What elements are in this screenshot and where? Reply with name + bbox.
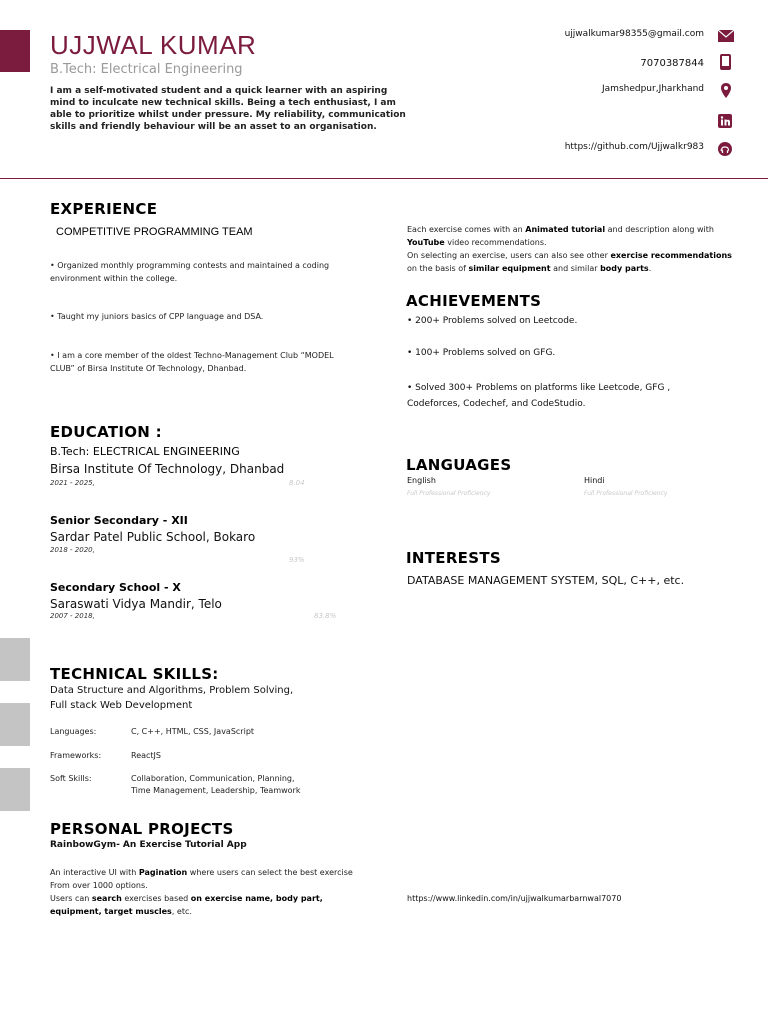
education-school: Sardar Patel Public School, Bokaro — [50, 530, 256, 544]
skills-value: Time Management, Leadership, Teamwork — [131, 786, 301, 795]
side-tab — [0, 703, 30, 746]
languages-heading: LANGUAGES — [406, 456, 512, 474]
contact-email[interactable]: ujjwalkumar98355@gmail.com — [564, 29, 704, 39]
skills-label: Frameworks: — [50, 751, 102, 760]
candidate-name: UJJWAL KUMAR — [50, 30, 257, 60]
education-years: 2018 - 2020, — [50, 546, 95, 554]
project-description-continued: Each exercise comes with an Animated tutorial and description along with YouTube video recommendations. On selecting an exercise, users can also see other exercise recommendations on the basis of similar equipment and similar body parts. — [407, 225, 732, 273]
achievement-item: • Solved 300+ Problems on platforms like Leetcode, GFG , Codeforces, Codechef, and CodeStudio. — [407, 383, 671, 409]
achievement-item: • 200+ Problems solved on Leetcode. — [407, 316, 578, 326]
header-divider — [0, 178, 768, 179]
language-level: Full Professional Proficiency — [584, 490, 668, 497]
skills-value: C, C++, HTML, CSS, JavaScript — [131, 727, 255, 736]
linkedin-url[interactable]: https://www.linkedin.com/in/ujjwalkumarbarnwal7070 — [407, 894, 622, 903]
achievement-item: • 100+ Problems solved on GFG. — [407, 348, 556, 358]
achievements-heading: ACHIEVEMENTS — [406, 292, 542, 310]
accent-block — [0, 30, 30, 72]
education-score: 93% — [289, 556, 305, 564]
interests-text: DATABASE MANAGEMENT SYSTEM, SQL, C++, etc. — [407, 574, 685, 587]
skills-label: Languages: — [50, 727, 97, 736]
language-name: Hindi — [584, 476, 605, 485]
contact-phone[interactable]: 7070387844 — [640, 58, 704, 69]
side-tab — [0, 768, 30, 811]
github-icon[interactable] — [718, 141, 734, 157]
location-pin-icon — [721, 83, 737, 99]
skills-summary: Full stack Web Development — [50, 700, 193, 711]
education-score: 83.8% — [314, 612, 337, 620]
education-heading: EDUCATION : — [50, 423, 162, 441]
interests-heading: INTERESTS — [406, 549, 501, 567]
education-years: 2007 - 2018, — [50, 612, 95, 620]
education-degree: Secondary School - X — [50, 581, 181, 594]
education-score: 8.04 — [289, 479, 305, 487]
phone-icon — [720, 54, 736, 70]
experience-bullet: • Taught my juniors basics of CPP language and DSA. — [50, 312, 264, 321]
education-school: Saraswati Vidya Mandir, Telo — [50, 597, 222, 611]
education-degree: B.Tech: ELECTRICAL ENGINEERING — [50, 445, 240, 458]
education-school: Birsa Institute Of Technology, Dhanbad — [50, 462, 285, 476]
language-level: Full Professional Proficiency — [407, 490, 491, 497]
project-description: An interactive UI with Pagination where users can select the best exercise From over 1000 options. Users can search exercises based on exercise name, body part, equipment, target muscles, etc. — [50, 868, 353, 916]
experience-heading: EXPERIENCE — [50, 200, 158, 218]
skills-summary: Data Structure and Algorithms, Problem Solving, — [50, 685, 294, 696]
skills-value: Collaboration, Communication, Planning, — [131, 774, 295, 783]
project-title: RainbowGym- An Exercise Tutorial App — [50, 840, 247, 850]
skills-value: ReactJS — [131, 751, 161, 760]
education-degree: Senior Secondary - XII — [50, 514, 188, 527]
candidate-subtitle: B.Tech: Electrical Engineering — [50, 62, 243, 77]
language-name: English — [407, 476, 436, 485]
experience-bullet: • Organized monthly programming contests and maintained a coding environment within the college. — [50, 261, 330, 283]
skills-heading: TECHNICAL SKILLS: — [50, 665, 219, 683]
side-tab — [0, 638, 30, 681]
skills-label: Soft Skills: — [50, 774, 92, 783]
experience-bullet: • I am a core member of the oldest Techno-Management Club “MODEL CLUB” of Birsa Institute Of Technology, Dhanbad. — [50, 351, 334, 373]
projects-heading: PERSONAL PROJECTS — [50, 820, 234, 838]
linkedin-icon[interactable] — [718, 113, 734, 129]
envelope-icon — [718, 27, 734, 43]
contact-github[interactable]: https://github.com/Ujjwalkr983 — [564, 142, 704, 152]
education-years: 2021 - 2025, — [50, 479, 95, 487]
contact-location: Jamshedpur,Jharkhand — [602, 84, 704, 94]
profile-summary: I am a self-motivated student and a quick learner with an aspiring mind to inculcate new technical skills. Being a tech enthusiast, I am able to prioritize whilst under pressure. My reliability, communication skills and friendly behaviour will be an asset to an organisation. — [50, 86, 406, 132]
experience-role: COMPETITIVE PROGRAMMING TEAM — [56, 226, 253, 238]
